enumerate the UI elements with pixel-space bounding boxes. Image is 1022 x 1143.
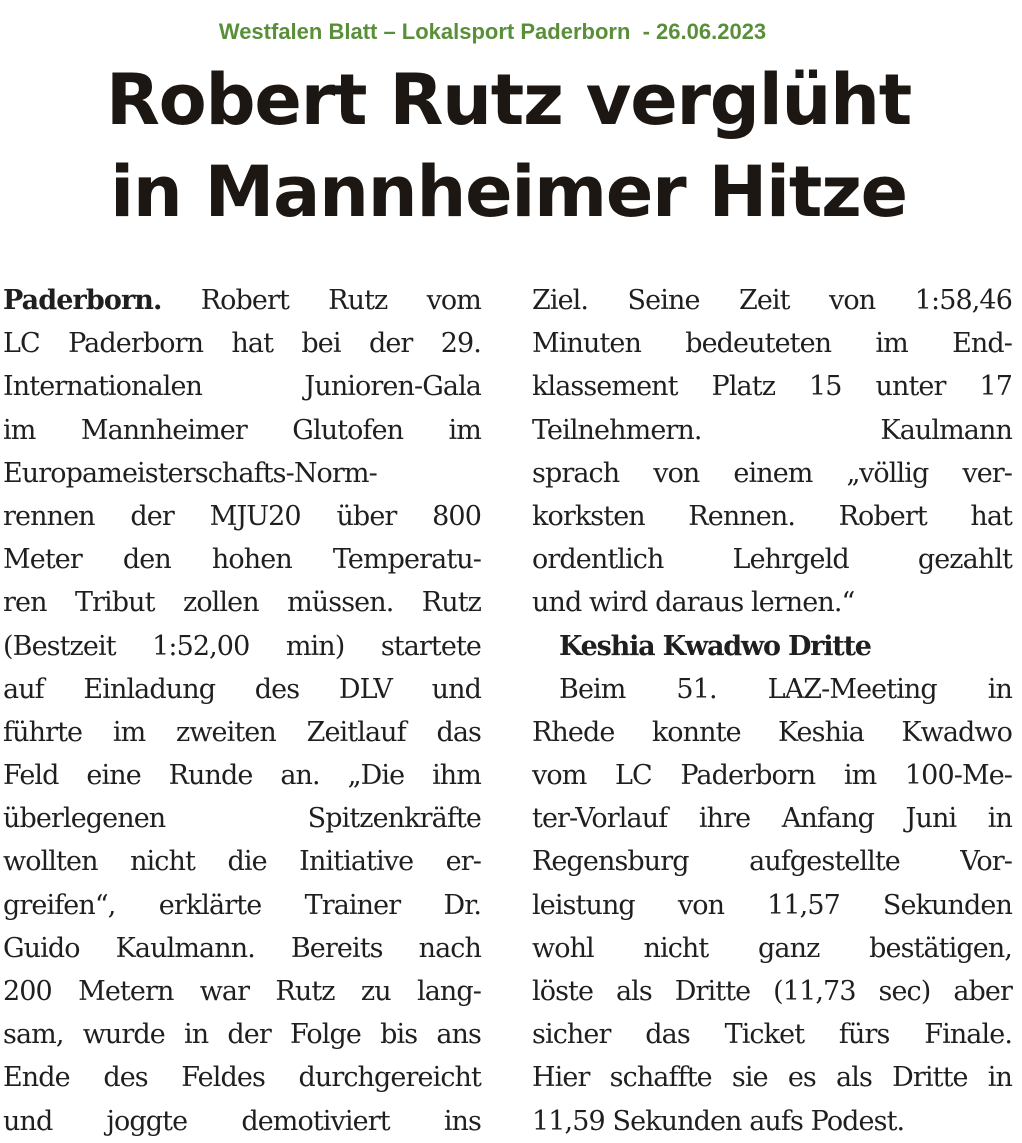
article-line: klassement Platz 15 unter 17 [532,371,1012,403]
article-line: vom LC Paderborn im 100-Me- [532,760,1012,792]
article-line: rennen der MJU20 über 800 [3,500,481,532]
article-line: ren Tribut zollen müssen. Rutz [3,587,481,619]
article-line: (Bestzeit 1:52,00 min) startete [3,630,481,662]
headline [0,54,1017,238]
article-line: Feld eine Runde an. „Die ihm [3,760,481,792]
article-line: ter-Vorlauf ihre Anfang Juni in [532,803,1012,835]
article-line: und joggte demotiviert ins [3,1105,481,1137]
article-line: wollten nicht die Initiative er- [3,846,481,878]
article-line: korksten Rennen. Robert hat [532,500,1012,532]
article-line: Hier schaffte sie es als Dritte in [532,1062,1012,1094]
article-line-text: Robert Rutz vom [200,285,481,316]
article-line: Regensburg aufgestellte Vor- [532,846,1012,878]
article-line: Ende des Feldes durchgereicht [3,1062,481,1094]
article-line: LC Paderborn hat bei der 29. [3,328,481,360]
article-line: im Mannheimer Glutofen im [3,414,481,446]
article-line: führte im zweiten Zeitlauf das [3,716,481,748]
article-column-right [532,279,1012,1143]
article-line: Europameisterschafts-Norm- [3,457,377,489]
article-line: Teilnehmern. Kaulmann [532,414,1012,446]
article-line: sprach von einem „völlig ver- [532,457,1012,489]
article-line: ordentlich Lehrgeld gezahlt [532,544,1012,576]
article-line: und wird daraus lernen.“ [532,587,855,619]
subheading: Keshia Kwadwo Dritte [559,630,871,662]
article-line: Beim 51. LAZ-Meeting in [559,673,1012,705]
dateline: Paderborn. [3,285,162,316]
article-line: überlegenen Spitzenkräfte [3,803,481,835]
article-line: Guido Kaulmann. Bereits nach [3,932,481,964]
source-line: Westfalen Blatt – Lokalsport Paderborn - 26.06.2023 [218,19,767,44]
article-column-left [3,279,481,1143]
article-line: Meter den hohen Temperatu- [3,544,481,576]
article-line: Minuten bedeuteten im End- [532,328,1012,360]
article-line: sicher das Ticket fürs Finale. [532,1019,1012,1051]
article-line: löste als Dritte (11,73 sec) aber [532,976,1012,1007]
article-line: Ziel. Seine Zeit von 1:58,46 [532,285,1012,316]
article-line: sam, wurde in der Folge bis ans [3,1019,481,1051]
article-line: wohl nicht ganz bestätigen, [532,932,1012,964]
article-line: Rhede konnte Keshia Kwadwo [532,716,1012,748]
article-line: leistung von 11,57 Sekunden [532,889,1012,921]
article-line: greifen“, erklärte Trainer Dr. [3,889,481,921]
headline-line-1: Robert Rutz verglüht [105,59,912,141]
article-line: 11,59 Sekunden aufs Podest. [532,1105,905,1137]
article-line: Internationalen Junioren-Gala [3,371,481,403]
article-line [3,279,481,322]
article-line: auf Einladung des DLV und [3,673,481,705]
headline-line-2: in Mannheimer Hitze [110,151,907,233]
article-line: 200 Metern war Rutz zu lang- [3,976,481,1007]
